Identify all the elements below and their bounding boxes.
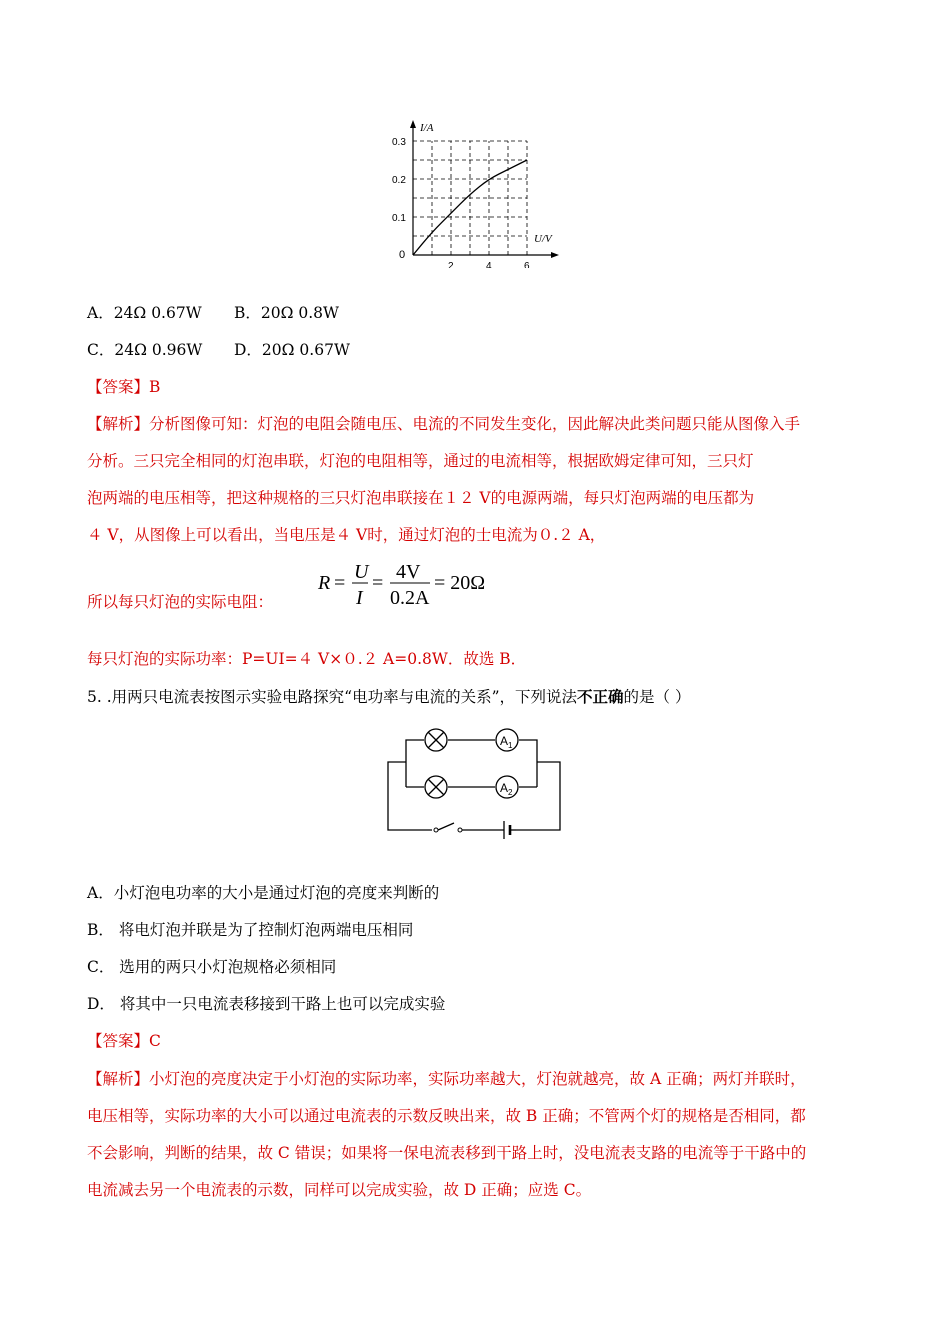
bulb-icon bbox=[425, 729, 447, 751]
ammeter-a1-sub: 1 bbox=[508, 741, 513, 750]
analysis-text: 分析图像可知：灯泡的电阻会随电压、电流的不同发生变化，因此解决此类问题只能从图像入手 bbox=[149, 415, 801, 433]
q5-analysis-line-1 bbox=[87, 1068, 806, 1090]
q4-option-c: C．24Ω 0.96W bbox=[87, 341, 203, 359]
ammeter-a1-label: A bbox=[500, 734, 509, 748]
q4-option-b: B．20Ω 0.8W bbox=[234, 304, 339, 322]
formula-eq: = bbox=[334, 572, 346, 594]
formula-eq2: = bbox=[372, 572, 384, 594]
q4-answer bbox=[87, 376, 160, 398]
switch-contact bbox=[434, 828, 438, 832]
answer-tag: 【答案】 bbox=[87, 378, 150, 396]
q4-power-line: 每只灯泡的实际功率：P=UI=４ V×０.２ A=0.8W．故选 B． bbox=[87, 650, 527, 668]
q5-analysis-line-4: 电流减去另一个电流表的示数，同样可以完成实验，故 D 正确；应选 C。 bbox=[87, 1181, 592, 1199]
ammeter-a1 bbox=[496, 729, 518, 751]
ammeter-a2-label: A bbox=[500, 781, 509, 795]
iu-graph bbox=[386, 118, 566, 268]
q4-option-d: D．20Ω 0.67W bbox=[234, 341, 350, 359]
q5-option-a: A．小灯泡电功率的大小是通过灯泡的亮度来判断的 bbox=[87, 884, 440, 902]
answer-value: C bbox=[149, 1032, 161, 1050]
formula-lhs: R bbox=[318, 572, 331, 594]
analysis-tag: 【解析】 bbox=[87, 1070, 150, 1088]
ammeter-a2 bbox=[496, 776, 518, 798]
q4-analysis-line-3: 泡两端的电压相等，把这种规格的三只灯泡串联接在１２ V的电源两端，每只灯泡两端的电压都为 bbox=[87, 489, 755, 507]
x-tick-label: 4 bbox=[486, 261, 492, 268]
y-axis-label: I/A bbox=[420, 122, 434, 134]
formula-num2: 4V bbox=[396, 561, 421, 583]
origin-label: 0 bbox=[399, 249, 406, 261]
resistance-formula bbox=[316, 558, 506, 610]
question-emphasis: 不正确 bbox=[577, 687, 624, 706]
analysis-text: 小灯泡的亮度决定于小灯泡的实际功率，实际功率越大，灯泡就越亮，故 A 正确；两灯并联时， bbox=[149, 1070, 806, 1088]
q5-analysis-line-2: 电压相等，实际功率的大小可以通过电流表的示数反映出来，故 B 正确；不管两个灯的规格是否相同，都 bbox=[87, 1107, 806, 1125]
switch-contact bbox=[458, 828, 462, 832]
q4-analysis-line-2: 分析。三只完全相同的灯泡串联，灯泡的电阻相等，通过的电流相等，根据欧姆定律可知，三只灯 bbox=[87, 452, 754, 470]
q5-question bbox=[87, 686, 690, 708]
question-text-end: 的是（ ） bbox=[623, 688, 691, 706]
q4-option-a: A．24Ω 0.67W bbox=[87, 304, 202, 322]
q5-analysis-line-3: 不会影响，判断的结果，故 C 错误；如果将一保电流表移到干路上时，没电流表支路的电流等于干路中的 bbox=[87, 1144, 807, 1162]
answer-value: B bbox=[149, 378, 161, 396]
y-tick-label: 0.2 bbox=[392, 175, 406, 186]
q5-option-b: B． 将电灯泡并联是为了控制灯泡两端电压相同 bbox=[87, 921, 414, 939]
q5-option-d: D． 将其中一只电流表移接到干路上也可以完成实验 bbox=[87, 995, 446, 1013]
analysis-tag: 【解析】 bbox=[87, 415, 150, 433]
formula-den1: I bbox=[356, 587, 363, 609]
q4-analysis-line-1 bbox=[87, 413, 800, 435]
x-tick-label: 6 bbox=[524, 261, 530, 268]
graph-grid bbox=[413, 141, 527, 255]
y-tick-label: 0.3 bbox=[392, 137, 406, 148]
q4-analysis-line-4: ４ V，从图像上可以看出，当电压是４ V时，通过灯泡的士电流为０.２ A， bbox=[87, 526, 606, 544]
x-axis-label: U/V bbox=[534, 233, 552, 245]
resistance-intro: 所以每只灯泡的实际电阻： bbox=[87, 593, 274, 611]
q5-option-c: C． 选用的两只小灯泡规格必须相同 bbox=[87, 958, 337, 976]
q5-answer bbox=[87, 1030, 161, 1052]
formula-result: = 20Ω bbox=[434, 572, 486, 594]
y-tick-label: 0.1 bbox=[392, 213, 406, 224]
formula-num1: U bbox=[354, 561, 369, 583]
battery-icon bbox=[504, 821, 516, 839]
circuit-wires bbox=[388, 740, 560, 830]
circuit-diagram bbox=[380, 722, 580, 852]
formula-den2: 0.2A bbox=[390, 587, 430, 609]
answer-tag: 【答案】 bbox=[87, 1032, 150, 1050]
bulb-icon bbox=[425, 776, 447, 798]
question-text: 5. .用两只电流表按图示实验电路探究“电功率与电流的关系”，下列说法 bbox=[87, 688, 577, 706]
x-tick-label: 2 bbox=[448, 261, 454, 268]
ammeter-a2-sub: 2 bbox=[508, 788, 513, 797]
